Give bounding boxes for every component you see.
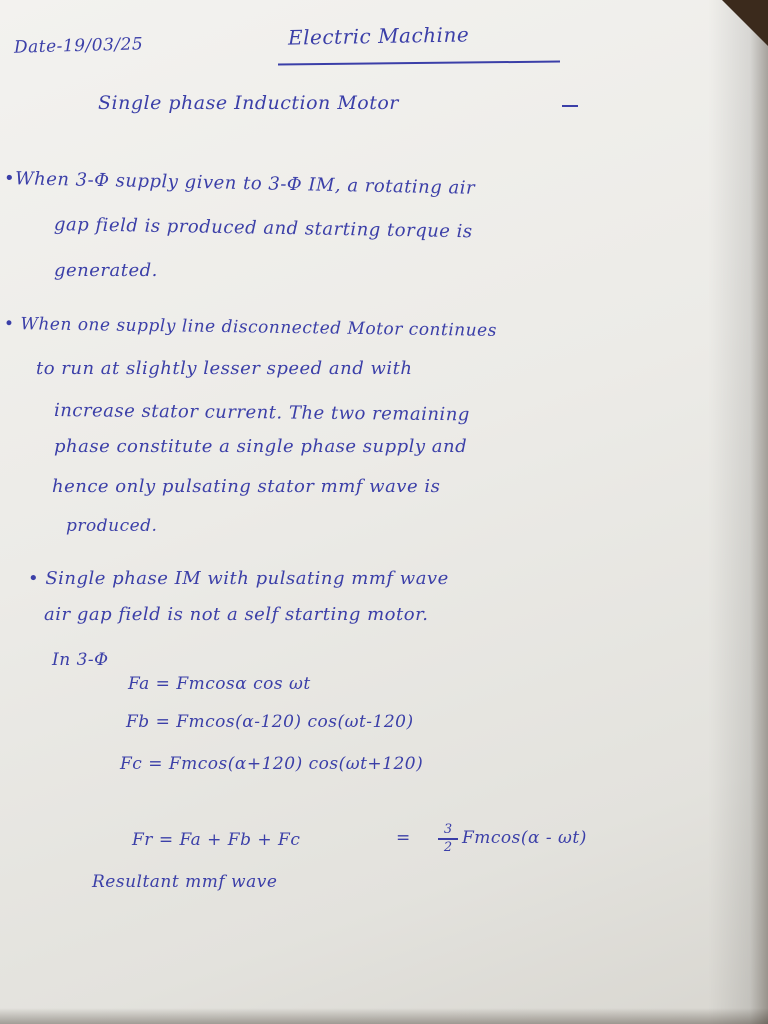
- equation-fb: Fb = Fmcos(α-120) cos(ωt-120): [126, 712, 414, 732]
- topic-heading: Single phase Induction Motor: [98, 92, 399, 114]
- fraction-three-halves: [438, 822, 458, 856]
- bullet-2-line-1: • When one supply line disconnected Motor continues: [3, 314, 498, 341]
- equation-resultant-lhs: Fr = Fa + Fb + Fc: [132, 830, 301, 850]
- bullet-2-line-6: produced.: [66, 516, 158, 536]
- title-underline: [278, 61, 560, 66]
- equation-fc: Fc = Fmcos(α+120) cos(ωt+120): [120, 754, 424, 774]
- page-corner: [722, 0, 768, 46]
- bullet-1-line-3: generated.: [54, 260, 158, 281]
- bullet-2-line-4: phase constitute a single phase supply and: [54, 436, 468, 457]
- equation-equals: =: [396, 828, 411, 848]
- resultant-caption: Resultant mmf wave: [92, 872, 278, 892]
- fraction-numerator: 3: [443, 822, 453, 837]
- page-bottom-edge: [0, 1008, 768, 1024]
- bullet-2-line-2: to run at slightly lesser speed and with: [36, 358, 413, 379]
- fraction-denominator: 2: [443, 839, 453, 855]
- bullet-2-line-3: increase stator current. The two remaining: [53, 400, 470, 426]
- page-title: Electric Machine: [287, 22, 470, 50]
- date-label: Date-19/03/25: [13, 34, 144, 58]
- topic-dash: [562, 105, 578, 107]
- bullet-3-line-1: • Single phase IM with pulsating mmf wave: [28, 568, 449, 589]
- bullet-3-line-2: air gap field is not a self starting motor.: [44, 604, 429, 625]
- bullet-2-line-5: hence only pulsating stator mmf wave is: [52, 476, 441, 497]
- equations-heading: In 3-Φ: [52, 650, 109, 670]
- bullet-1-line-2: gap field is produced and starting torque is: [53, 214, 473, 243]
- equation-fa: Fa = Fmcosα cos ωt: [128, 674, 311, 694]
- equation-resultant-rhs: Fmcos(α - ωt): [462, 828, 587, 848]
- page-edge-shadow: [708, 0, 768, 1024]
- bullet-1-line-1: •When 3-Φ supply given to 3-Φ IM, a rotating air: [3, 168, 476, 199]
